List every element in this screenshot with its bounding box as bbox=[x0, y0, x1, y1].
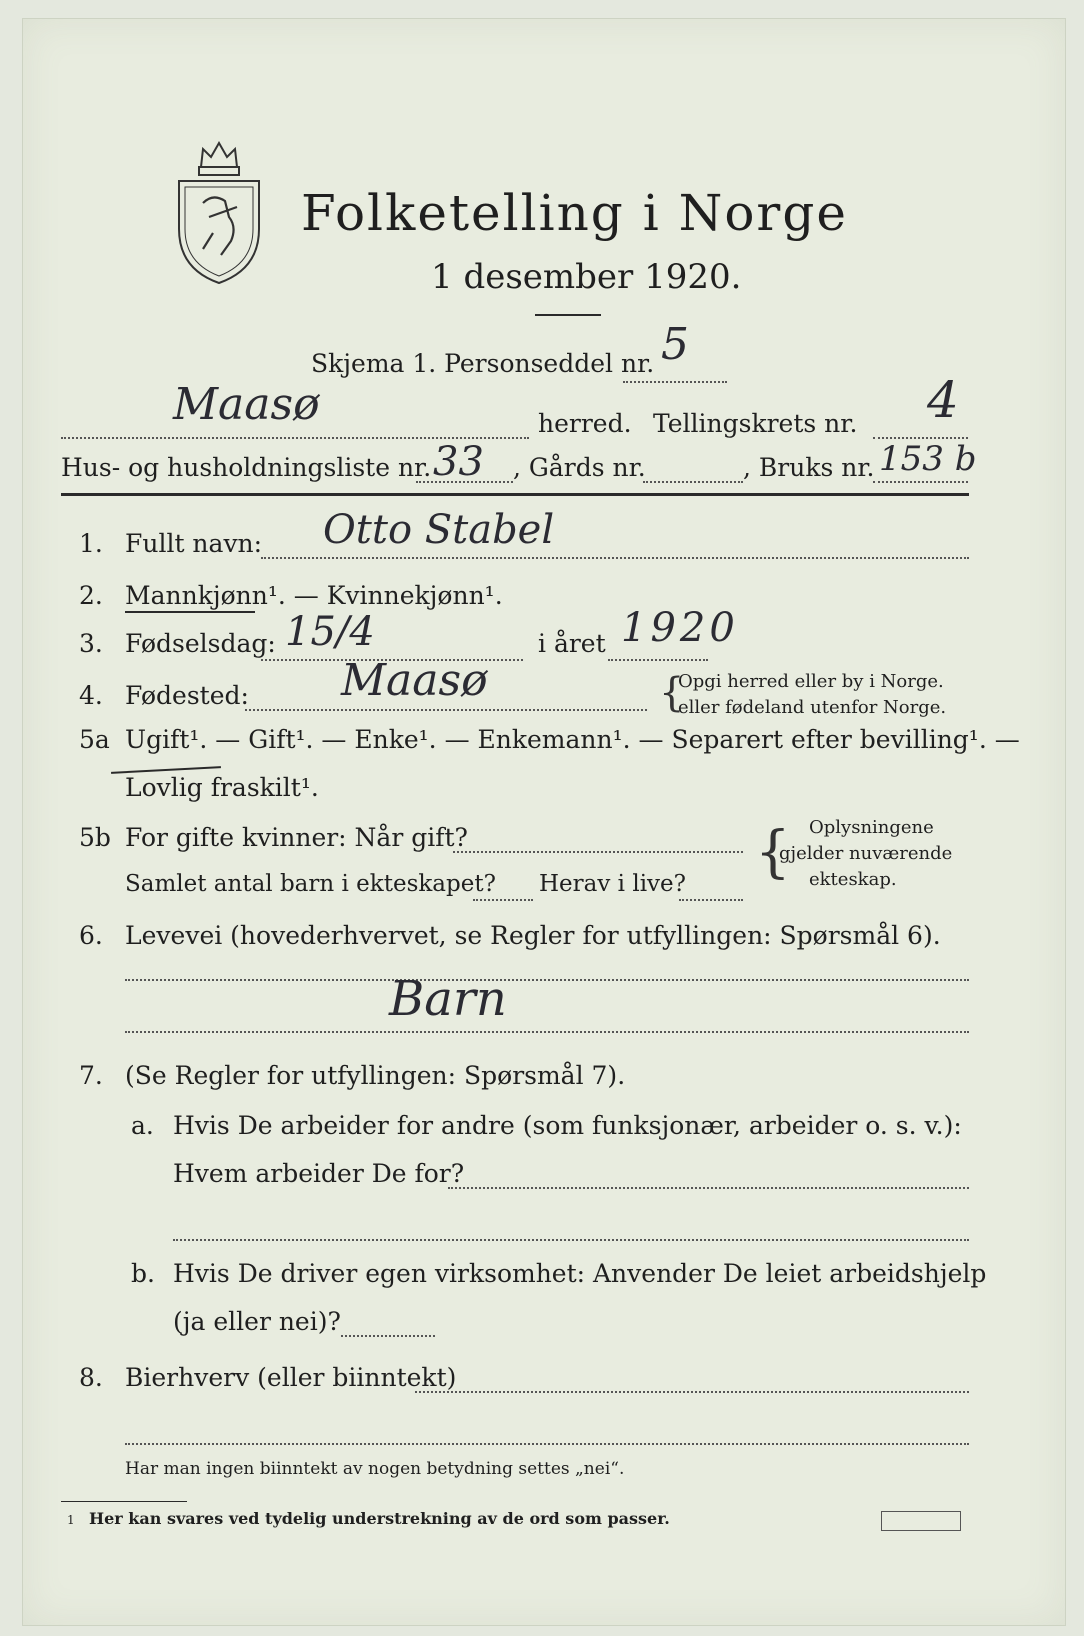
q7a-employer-label: Hvem arbeider De for? bbox=[173, 1159, 465, 1188]
full-name-value: Otto Stabel bbox=[323, 507, 555, 553]
husliste-label: Hus- og husholdningsliste nr. bbox=[61, 453, 432, 482]
q4-note-line2: eller fødeland utenfor Norge. bbox=[678, 697, 947, 718]
footnote-text: Her kan svares ved tydelig understrekning av de ord som passer. bbox=[89, 1509, 670, 1528]
q1-number: 1. bbox=[79, 529, 103, 558]
q7b-label-cont: (ja eller nei)? bbox=[173, 1307, 341, 1336]
bruks-label: , Bruks nr. bbox=[743, 453, 875, 482]
census-date: 1 desember 1920. bbox=[431, 257, 742, 297]
q3-label: Fødselsdag: bbox=[125, 629, 276, 658]
q8-number: 8. bbox=[79, 1363, 103, 1392]
q4-label: Fødested: bbox=[125, 681, 249, 710]
q1-label: Fullt navn: bbox=[125, 529, 263, 558]
birthplace-value: Maasø bbox=[341, 655, 488, 706]
gards-label: , Gårds nr. bbox=[513, 453, 646, 482]
q7a-label: Hvis De arbeider for andre (som funksjonær, arbeider o. s. v.): bbox=[173, 1111, 962, 1140]
hired-help-field[interactable] bbox=[341, 1335, 435, 1337]
bruks-value: 153 b bbox=[879, 439, 977, 479]
q7b-label: Hvis De driver egen virksomhet: Anvender De leiet arbeidshjelp bbox=[173, 1259, 987, 1288]
q5b-note-line2: gjelder nuværende bbox=[779, 843, 953, 864]
q2-number: 2. bbox=[79, 581, 103, 610]
marital-status-options-cont[interactable]: Lovlig fraskilt¹. bbox=[125, 773, 319, 802]
q6-label: Levevei (hovederhvervet, se Regler for utfyllingen: Spørsmål 6). bbox=[125, 921, 941, 950]
q5b-note-line3: ekteskap. bbox=[809, 869, 897, 890]
tellingskrets-value: 4 bbox=[927, 371, 959, 429]
birthplace-field[interactable] bbox=[245, 709, 647, 711]
q5b-label: For gifte kvinner: Når gift? bbox=[125, 823, 468, 852]
gender-options[interactable]: Mannkjønn¹. — Kvinnekjønn¹. bbox=[125, 581, 503, 610]
children-total-field[interactable] bbox=[473, 899, 533, 901]
bruks-field[interactable] bbox=[873, 481, 968, 483]
q7b-letter: b. bbox=[131, 1259, 155, 1288]
personseddel-value: 5 bbox=[661, 319, 689, 370]
personseddel-field[interactable] bbox=[623, 381, 727, 383]
occupation-field-line2[interactable] bbox=[125, 1031, 969, 1033]
q5b-brace: { bbox=[755, 820, 791, 885]
q5b-alive-label: Herav i live? bbox=[539, 871, 686, 897]
footnote-mark: 1 bbox=[67, 1513, 75, 1527]
form-title: Folketelling i Norge bbox=[301, 184, 848, 242]
husliste-value: 33 bbox=[433, 439, 484, 485]
side-income-field-line2[interactable] bbox=[125, 1443, 969, 1445]
full-name-field[interactable] bbox=[261, 557, 969, 559]
q5b-children-label: Samlet antal barn i ekteskapet? bbox=[125, 871, 496, 897]
coat-of-arms-icon bbox=[173, 137, 265, 287]
birth-year-field[interactable] bbox=[608, 659, 708, 661]
gender-underline bbox=[125, 611, 255, 613]
married-when-field[interactable] bbox=[453, 851, 743, 853]
q7-label: (Se Regler for utfyllingen: Spørsmål 7). bbox=[125, 1061, 626, 1090]
children-alive-field[interactable] bbox=[679, 899, 743, 901]
occupation-field-line1[interactable] bbox=[125, 979, 969, 981]
q5b-number: 5b bbox=[79, 823, 111, 852]
q4-brace: { bbox=[659, 670, 685, 716]
q7a-letter: a. bbox=[131, 1111, 154, 1140]
side-income-field[interactable] bbox=[415, 1391, 969, 1393]
q8-label: Bierhverv (eller biinntekt) bbox=[125, 1363, 457, 1392]
census-form bbox=[22, 18, 1066, 1626]
q7-number: 7. bbox=[79, 1061, 103, 1090]
birthday-value: 15/4 bbox=[285, 609, 375, 655]
printer-stamp bbox=[881, 1511, 961, 1531]
employer-field-line2[interactable] bbox=[173, 1239, 969, 1241]
herred-value: Maasø bbox=[173, 379, 320, 430]
title-divider bbox=[535, 314, 601, 316]
gards-field[interactable] bbox=[643, 481, 743, 483]
q5b-note-line1: Oplysningene bbox=[809, 817, 934, 838]
q5a-number: 5a bbox=[79, 725, 110, 754]
footnote-rule bbox=[61, 1501, 187, 1502]
q8-note: Har man ingen biinntekt av nogen betydning settes „nei“. bbox=[125, 1459, 625, 1479]
q4-note-line1: Opgi herred eller by i Norge. bbox=[678, 671, 944, 692]
employer-field[interactable] bbox=[448, 1187, 969, 1189]
tellingskrets-label: Tellingskrets nr. bbox=[653, 409, 858, 438]
occupation-value: Barn bbox=[389, 971, 507, 1027]
q3-year-label: i året bbox=[538, 629, 606, 658]
skjema-label: Skjema 1. Personseddel nr. bbox=[311, 349, 655, 378]
q4-number: 4. bbox=[79, 681, 103, 710]
header-rule bbox=[61, 493, 969, 496]
birth-year-value: 1920 bbox=[621, 605, 739, 651]
herred-label: herred. bbox=[538, 409, 632, 438]
q3-number: 3. bbox=[79, 629, 103, 658]
marital-status-options[interactable]: Ugift¹. — Gift¹. — Enke¹. — Enkemann¹. — Separert efter bevilling¹. — bbox=[125, 725, 1020, 754]
q6-number: 6. bbox=[79, 921, 103, 950]
